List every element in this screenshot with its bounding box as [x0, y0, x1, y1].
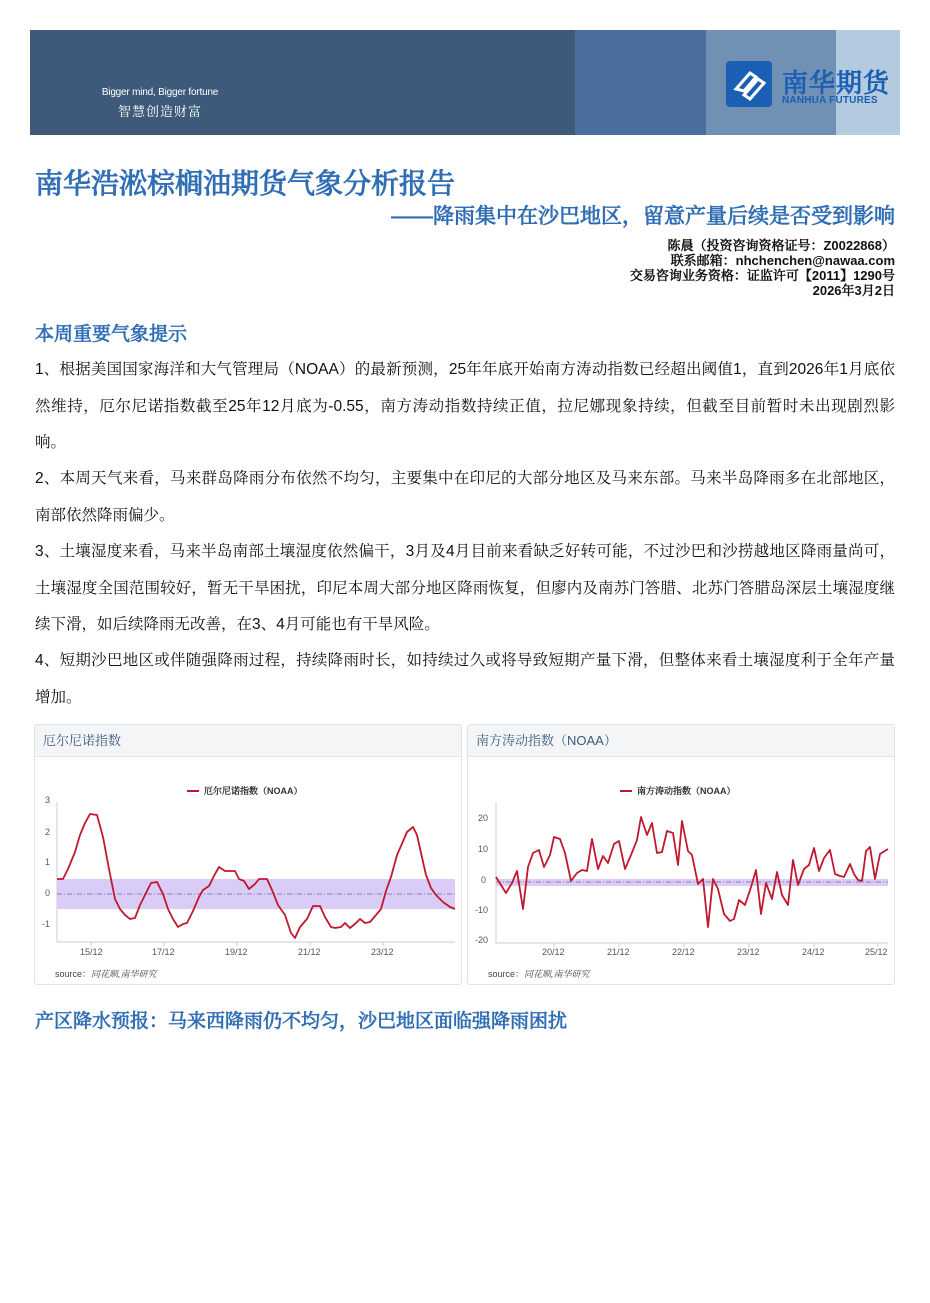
slogan-en: Bigger mind, Bigger fortune: [101, 87, 219, 98]
slogan: [90, 87, 230, 120]
logo-text-en: NANHUA FUTURES: [782, 95, 878, 106]
chart-legend: [187, 785, 303, 796]
svg-text:20: 20: [478, 813, 489, 823]
header-banner: [30, 30, 900, 135]
report-date: 2026年3月2日: [812, 283, 895, 298]
svg-text:3: 3: [45, 795, 51, 805]
chart-card-title: 厄尔尼诺指数: [35, 725, 461, 757]
y-axis-labels: [42, 795, 50, 929]
svg-text:25/12: 25/12: [865, 947, 888, 957]
author-email: 联系邮箱：nhchenchen@nawaa.com: [670, 253, 895, 268]
chart-card-el-nino: [34, 724, 462, 985]
author-info: [630, 238, 895, 298]
logo-text-cn: 南华期货: [782, 68, 891, 98]
source-value: 同花顺,南华研究: [91, 969, 157, 979]
svg-text:20/12: 20/12: [542, 947, 565, 957]
x-axis-labels: [80, 947, 394, 957]
svg-text:19/12: 19/12: [225, 947, 248, 957]
svg-text:21/12: 21/12: [607, 947, 630, 957]
svg-text:23/12: 23/12: [371, 947, 394, 957]
x-axis-labels: [542, 947, 888, 957]
soi-line-chart: [468, 757, 896, 957]
chart-source: [488, 967, 590, 980]
source-value: 同花顺,南华研究: [524, 969, 590, 979]
section-heading-weather-tips: 本周重要气象提示: [35, 324, 188, 345]
author-name: 陈晨（投资咨询资格证号：Z0022868）: [667, 238, 895, 253]
report-title: 南华浩淞棕榈油期货气象分析报告: [35, 168, 456, 199]
y-axis-labels: [475, 813, 488, 945]
logo-mark-icon: [726, 61, 772, 107]
company-logo: [726, 61, 896, 109]
chart-legend: [620, 785, 736, 796]
el-nino-series-line: [57, 814, 455, 938]
svg-text:15/12: 15/12: [80, 947, 103, 957]
svg-text:南方涛动指数（NOAA）: 南方涛动指数（NOAA）: [637, 786, 736, 796]
license-info: 交易咨询业务资格：证监许可【2011】1290号: [629, 268, 895, 283]
svg-text:10: 10: [478, 844, 489, 854]
soi-series-line: [496, 817, 888, 927]
svg-text:-10: -10: [475, 905, 489, 915]
source-label: source：: [55, 969, 92, 979]
paragraph-2: 2、本周天气来看，马来群岛降雨分布依然不均匀，主要集中在印尼的大部分地区及马来东部。马来半岛降雨多在北部地区，南部依然降雨偏少。: [35, 470, 895, 524]
paragraph-1: 1、根据美国国家海洋和大气管理局（NOAA）的最新预测，25年年底开始南方涛动指数已经超出阈值1，直到2026年1月底依然维持，厄尔尼诺指数截至25年12月底为-0.55，南方涛动指数持续正值，拉尼娜现象持续，但截至目前暂时未出现剧烈影响。: [35, 361, 895, 451]
svg-text:24/12: 24/12: [802, 947, 825, 957]
chart-source: [55, 967, 157, 980]
source-label: source：: [488, 969, 525, 979]
svg-text:21/12: 21/12: [298, 947, 321, 957]
svg-text:17/12: 17/12: [152, 947, 175, 957]
paragraph-4: 4、短期沙巴地区或伴随强降雨过程，持续降雨时长，如持续过久或将导致短期产量下滑，但整体来看土壤湿度利于全年产量增加。: [35, 652, 895, 706]
svg-text:0: 0: [45, 888, 51, 898]
svg-text:22/12: 22/12: [672, 947, 695, 957]
el-nino-line-chart: [35, 757, 463, 957]
section-heading-rainfall-forecast: 产区降水预报：马来西降雨仍不均匀，沙巴地区面临强降雨困扰: [35, 1011, 568, 1032]
svg-text:-20: -20: [475, 935, 489, 945]
svg-text:厄尔尼诺指数（NOAA）: 厄尔尼诺指数（NOAA）: [204, 786, 303, 796]
slogan-cn: 智慧创造财富: [117, 104, 202, 119]
svg-text:-1: -1: [42, 919, 51, 929]
banner-band: [575, 30, 706, 135]
report-subtitle: ——降雨集中在沙巴地区，留意产量后续是否受到影响: [391, 205, 895, 228]
svg-text:0: 0: [481, 875, 487, 885]
svg-text:23/12: 23/12: [737, 947, 760, 957]
paragraph-3: 3、土壤湿度来看，马来半岛南部土壤湿度依然偏干，3月及4月目前来看缺乏好转可能，不过沙巴和沙捞越地区降雨量尚可，土壤湿度全国范围较好，暂无干旱困扰，印尼本周大部分地区降雨恢复，但廖内及南苏门答腊、北苏门答腊岛深层土壤湿度继续下滑，如后续降雨无改善，在3、4月可能也有干旱风险。: [35, 543, 895, 633]
chart-card-title: 南方涛动指数（NOAA）: [468, 725, 894, 757]
chart-card-soi: [467, 724, 895, 985]
svg-text:1: 1: [45, 857, 51, 867]
svg-text:2: 2: [45, 827, 51, 837]
